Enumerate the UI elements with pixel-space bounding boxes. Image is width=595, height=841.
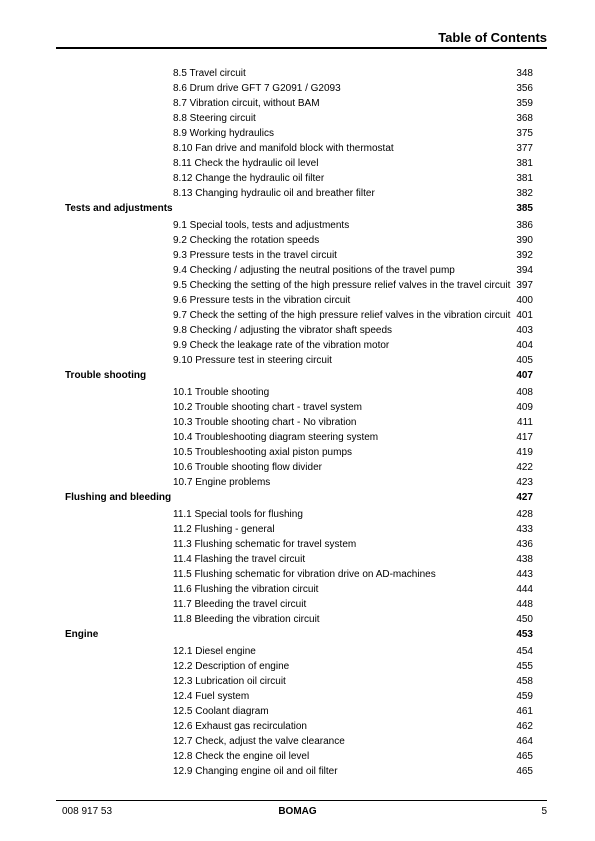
toc-page-number: 403 bbox=[516, 325, 533, 336]
toc-entry-title: 8.6 Drum drive GFT 7 G2091 / G2093 bbox=[173, 83, 341, 94]
toc-entry-title: 12.7 Check, adjust the valve clearance bbox=[173, 736, 345, 747]
page-title: Table of Contents bbox=[438, 30, 547, 45]
toc-page-number: 419 bbox=[516, 447, 533, 458]
toc-entry-row[interactable] bbox=[0, 353, 595, 368]
toc-page-number: 450 bbox=[516, 614, 533, 625]
toc-page-number: 382 bbox=[516, 188, 533, 199]
toc-entry-title: 11.3 Flushing schematic for travel system bbox=[173, 539, 357, 550]
toc-page-number: 390 bbox=[516, 235, 533, 246]
toc-entry-title: 12.9 Changing engine oil and oil filter bbox=[173, 766, 338, 777]
toc-entry-title: 8.13 Changing hydraulic oil and breather filter bbox=[173, 188, 375, 199]
toc-entry-row[interactable] bbox=[0, 186, 595, 201]
toc-entry-title: 10.6 Trouble shooting flow divider bbox=[173, 462, 322, 473]
toc-entry-title: 9.2 Checking the rotation speeds bbox=[173, 235, 320, 246]
toc-entry-row[interactable] bbox=[0, 156, 595, 171]
toc-entry-row[interactable] bbox=[0, 552, 595, 567]
toc-section-row[interactable] bbox=[0, 368, 595, 385]
toc-entry-title: 11.4 Flashing the travel circuit bbox=[173, 554, 306, 565]
toc-section-title: Flushing and bleeding bbox=[65, 492, 172, 503]
toc-page-number: 417 bbox=[516, 432, 533, 443]
toc-page-number: 356 bbox=[516, 83, 533, 94]
toc-entry-row[interactable] bbox=[0, 430, 595, 445]
toc-page-number: 394 bbox=[516, 265, 533, 276]
toc-page-number: 409 bbox=[516, 402, 533, 413]
toc-entry-row[interactable] bbox=[0, 126, 595, 141]
toc-entry-row[interactable] bbox=[0, 644, 595, 659]
toc-page-number: 359 bbox=[516, 98, 533, 109]
toc-section-row[interactable] bbox=[0, 201, 595, 218]
toc-page-number: 401 bbox=[516, 310, 533, 321]
toc-entry-title: 8.9 Working hydraulics bbox=[173, 128, 274, 139]
toc-entry-row[interactable] bbox=[0, 400, 595, 415]
toc-page-number: 404 bbox=[516, 340, 533, 351]
toc-section-row[interactable] bbox=[0, 627, 595, 644]
toc-entry-title: 12.1 Diesel engine bbox=[173, 646, 256, 657]
toc-entry-row[interactable] bbox=[0, 171, 595, 186]
toc-page-number: 407 bbox=[516, 370, 533, 381]
toc-entry-title: 9.5 Checking the setting of the high pressure relief valves in the travel circuit bbox=[173, 280, 511, 291]
page-number: 5 bbox=[541, 806, 547, 817]
footer-divider bbox=[56, 800, 547, 801]
toc-page-number: 465 bbox=[516, 766, 533, 777]
toc-entry-row[interactable] bbox=[0, 111, 595, 126]
toc-entry-row[interactable] bbox=[0, 263, 595, 278]
toc-entry-row[interactable] bbox=[0, 141, 595, 156]
header-divider bbox=[56, 47, 547, 49]
toc-section-title: Trouble shooting bbox=[65, 370, 147, 381]
toc-entry-title: 9.6 Pressure tests in the vibration circuit bbox=[173, 295, 351, 306]
toc-page-number: 423 bbox=[516, 477, 533, 488]
toc-entry-row[interactable] bbox=[0, 96, 595, 111]
toc-entry-title: 9.8 Checking / adjusting the vibrator shaft speeds bbox=[173, 325, 393, 336]
toc-entry-row[interactable] bbox=[0, 415, 595, 430]
toc-page-number: 381 bbox=[516, 158, 533, 169]
toc-page-number: 381 bbox=[516, 173, 533, 184]
toc-entry-row[interactable] bbox=[0, 689, 595, 704]
toc-entry-title: 9.9 Check the leakage rate of the vibration motor bbox=[173, 340, 390, 351]
toc-entry-row[interactable] bbox=[0, 612, 595, 627]
toc-entry-row[interactable] bbox=[0, 81, 595, 96]
toc-entry-title: 8.12 Change the hydraulic oil filter bbox=[173, 173, 325, 184]
toc-entry-title: 8.7 Vibration circuit, without BAM bbox=[173, 98, 320, 109]
toc-section-title: Engine bbox=[65, 629, 99, 640]
toc-page-number: 348 bbox=[516, 68, 533, 79]
toc-page-number: 443 bbox=[516, 569, 533, 580]
toc-entry-title: 11.6 Flushing the vibration circuit bbox=[173, 584, 319, 595]
toc-page-number: 422 bbox=[516, 462, 533, 473]
toc-entry-title: 10.2 Trouble shooting chart - travel system bbox=[173, 402, 362, 413]
toc-page-number: 454 bbox=[516, 646, 533, 657]
toc-entry-title: 11.2 Flushing - general bbox=[173, 524, 275, 535]
document-number: 008 917 53 bbox=[62, 806, 113, 817]
toc-entry-title: 8.10 Fan drive and manifold block with thermostat bbox=[173, 143, 394, 154]
toc-page-number: 385 bbox=[516, 203, 533, 214]
toc-page-number: 408 bbox=[516, 387, 533, 398]
toc-entry-title: 9.4 Checking / adjusting the neutral positions of the travel pump bbox=[173, 265, 455, 276]
toc-entry-row[interactable] bbox=[0, 66, 595, 81]
toc-entry-title: 9.1 Special tools, tests and adjustments bbox=[173, 220, 350, 231]
toc-entry-row[interactable] bbox=[0, 507, 595, 522]
toc-entry-row[interactable] bbox=[0, 293, 595, 308]
toc-entry-title: 12.2 Description of engine bbox=[173, 661, 290, 672]
toc-entry-title: 9.7 Check the setting of the high pressure relief valves in the vibration circuit bbox=[173, 310, 511, 321]
toc-entry-row[interactable] bbox=[0, 233, 595, 248]
toc-page-number: 400 bbox=[516, 295, 533, 306]
toc-entry-title: 11.8 Bleeding the vibration circuit bbox=[173, 614, 320, 625]
toc-entry-title: 10.4 Troubleshooting diagram steering system bbox=[173, 432, 379, 443]
toc-entry-row[interactable] bbox=[0, 218, 595, 233]
toc-entry-title: 10.7 Engine problems bbox=[173, 477, 271, 488]
toc-entry-title: 11.5 Flushing schematic for vibration drive on AD-machines bbox=[173, 569, 436, 580]
toc-entry-row[interactable] bbox=[0, 537, 595, 552]
toc-entry-row[interactable] bbox=[0, 582, 595, 597]
toc-page-number: 464 bbox=[516, 736, 533, 747]
toc-entry-row[interactable] bbox=[0, 475, 595, 490]
toc-entry-title: 9.3 Pressure tests in the travel circuit bbox=[173, 250, 337, 261]
toc-page-number: 465 bbox=[516, 751, 533, 762]
toc-page-number: 368 bbox=[516, 113, 533, 124]
toc-page-number: 392 bbox=[516, 250, 533, 261]
toc-entry-title: 10.3 Trouble shooting chart - No vibration bbox=[173, 417, 357, 428]
toc-entry-row[interactable] bbox=[0, 597, 595, 612]
toc-page-number: 375 bbox=[516, 128, 533, 139]
toc-page-number: 427 bbox=[516, 492, 533, 503]
toc-page-number: 444 bbox=[516, 584, 533, 595]
toc-entry-row[interactable] bbox=[0, 338, 595, 353]
toc-entry-title: 8.8 Steering circuit bbox=[173, 113, 256, 124]
toc-entry-row[interactable] bbox=[0, 567, 595, 582]
toc-page-number: 405 bbox=[516, 355, 533, 366]
toc-page-number: 438 bbox=[516, 554, 533, 565]
toc-entry-title: 11.7 Bleeding the travel circuit bbox=[173, 599, 307, 610]
toc-entry-title: 12.4 Fuel system bbox=[173, 691, 250, 702]
toc-page-number: 459 bbox=[516, 691, 533, 702]
toc-entry-title: 9.10 Pressure test in steering circuit bbox=[173, 355, 332, 366]
toc-entry-row[interactable] bbox=[0, 719, 595, 734]
toc-page-number: 455 bbox=[516, 661, 533, 672]
toc-entry-title: 11.1 Special tools for flushing bbox=[173, 509, 303, 520]
toc-entry-row[interactable] bbox=[0, 385, 595, 400]
toc-page-number: 377 bbox=[516, 143, 533, 154]
toc-page-number: 436 bbox=[516, 539, 533, 550]
toc-entry-row[interactable] bbox=[0, 445, 595, 460]
toc-entry-row[interactable] bbox=[0, 248, 595, 263]
toc-entry-row[interactable] bbox=[0, 323, 595, 338]
toc-entry-title: 12.5 Coolant diagram bbox=[173, 706, 269, 717]
toc-entry-row[interactable] bbox=[0, 659, 595, 674]
toc-entry-row[interactable] bbox=[0, 749, 595, 764]
brand-name: BOMAG bbox=[278, 806, 317, 817]
toc-entry-row[interactable] bbox=[0, 704, 595, 719]
toc-entry-row[interactable] bbox=[0, 764, 595, 779]
toc-page-number: 428 bbox=[516, 509, 533, 520]
toc-entry-row[interactable] bbox=[0, 522, 595, 537]
toc-page-number: 386 bbox=[516, 220, 533, 231]
toc-section-row[interactable] bbox=[0, 490, 595, 507]
toc-entry-row[interactable] bbox=[0, 734, 595, 749]
toc-page-number: 461 bbox=[516, 706, 533, 717]
toc-entry-title: 8.5 Travel circuit bbox=[173, 68, 246, 79]
toc-page-number: 411 bbox=[517, 417, 533, 428]
toc-entry-title: 12.3 Lubrication oil circuit bbox=[173, 676, 286, 687]
toc-entry-title: 10.5 Troubleshooting axial piston pumps bbox=[173, 447, 353, 458]
toc-page-number: 453 bbox=[516, 629, 533, 640]
toc-entry-row[interactable] bbox=[0, 308, 595, 323]
toc-page-number: 462 bbox=[516, 721, 533, 732]
toc-page-number: 397 bbox=[516, 280, 533, 291]
toc-section-title: Tests and adjustments bbox=[65, 203, 173, 214]
toc-entry-title: 12.8 Check the engine oil level bbox=[173, 751, 310, 762]
toc-entry-title: 10.1 Trouble shooting bbox=[173, 387, 270, 398]
toc-entry-row[interactable] bbox=[0, 674, 595, 689]
toc-page-number: 433 bbox=[516, 524, 533, 535]
toc-page-number: 448 bbox=[516, 599, 533, 610]
toc-entry-title: 8.11 Check the hydraulic oil level bbox=[173, 158, 319, 169]
toc-entry-row[interactable] bbox=[0, 278, 595, 293]
toc-entry-title: 12.6 Exhaust gas recirculation bbox=[173, 721, 307, 732]
toc-entry-row[interactable] bbox=[0, 460, 595, 475]
toc-page-number: 458 bbox=[516, 676, 533, 687]
table-of-contents bbox=[0, 66, 595, 779]
